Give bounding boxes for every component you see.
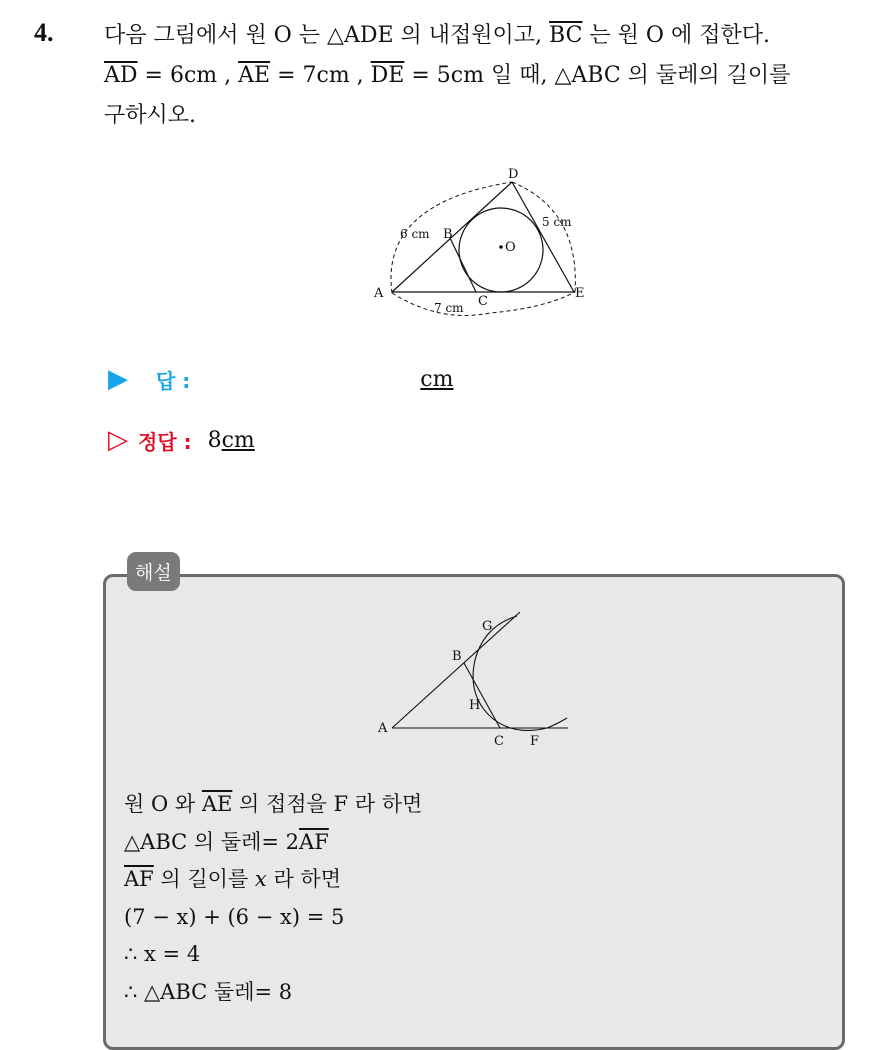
sol-seg-ae: $\overline{AE}$	[201, 792, 233, 816]
label-h: H	[469, 698, 481, 713]
sol-l3a: 의 길이를	[153, 867, 255, 891]
side-de	[512, 182, 574, 292]
solution-line-6: ∴ △ABC 둘레= 8	[124, 979, 293, 1004]
correct-answer-row	[108, 425, 255, 455]
solution-line-4: (7 − x) + (6 − x) = 5	[124, 904, 345, 929]
play-icon: ▶	[108, 364, 128, 394]
solution-line-1	[124, 786, 824, 824]
solution-line-3	[124, 861, 824, 899]
solution-text	[124, 786, 824, 1011]
solution-line-5: ∴ x = 4	[124, 942, 201, 966]
label-o: O	[505, 240, 516, 255]
correct-answer-value: 8	[207, 427, 222, 453]
question-number: 4.	[34, 18, 54, 47]
line1-text: 다음 그림에서 원 O 는 △ADE 의 내접원이고,	[104, 23, 550, 48]
label-de-length: 5 cm	[542, 215, 572, 229]
question-text	[104, 16, 874, 136]
outline-play-icon: ▷	[108, 425, 128, 455]
question-line-1	[104, 16, 874, 56]
segment-ad: $\overline{AD}$	[104, 63, 138, 88]
line1-tail: 는 원 O 에 접한다.	[582, 23, 770, 48]
label-f: F	[530, 734, 540, 749]
label-e: E	[575, 286, 585, 301]
sol-l2a: △ABC 의 둘레= 2	[124, 829, 300, 854]
segment-de: $\overline{DE}$	[370, 63, 405, 88]
correct-answer-unit: cm	[221, 427, 255, 453]
segment-bc: $\overline{BC}$	[549, 23, 583, 48]
triangle-figure	[360, 158, 600, 328]
sol-seg-af: $\overline{AF}$	[299, 829, 329, 854]
label-ad-length: 6 cm	[400, 227, 430, 241]
segment-bc-line	[450, 238, 476, 292]
question-line-2	[104, 56, 874, 96]
question-line-3: 구하시오.	[104, 103, 197, 128]
line-ag	[392, 612, 520, 728]
line-bc	[464, 663, 500, 728]
label-b: B	[443, 227, 453, 242]
answer-unit: cm	[420, 366, 454, 392]
sol-l1a: 원 O 와	[124, 792, 202, 816]
label-d: D	[508, 167, 519, 182]
eq-ae: = 7cm ,	[270, 63, 371, 88]
label-c: C	[478, 294, 488, 309]
eq-de: = 5cm 일 때, △ABC 의 둘레의 길이를	[404, 63, 791, 88]
solution-line-2	[124, 824, 824, 862]
eq-ad: = 6cm ,	[137, 63, 239, 88]
label-b2: B	[452, 649, 462, 664]
answer-label: 답 :	[156, 368, 191, 393]
solution-tag: 해설	[127, 552, 180, 591]
sol-seg-af-2: $\overline{AF}$	[124, 867, 154, 891]
correct-answer-label: 정답 :	[138, 429, 192, 454]
incircle	[459, 208, 543, 292]
sol-var-x: x	[254, 867, 267, 891]
center-point	[499, 245, 503, 249]
label-c2: C	[494, 734, 504, 749]
label-g: G	[482, 619, 493, 634]
label-a: A	[374, 286, 384, 301]
label-a2: A	[378, 721, 388, 736]
sol-l1b: 의 접점을 F 라 하면	[232, 792, 423, 816]
solution-figure	[372, 608, 582, 758]
answer-row	[108, 364, 453, 394]
sol-l3b: 라 하면	[266, 867, 341, 891]
label-ae-length: 7 cm	[434, 301, 464, 315]
segment-ae: $\overline{AE}$	[238, 63, 271, 88]
